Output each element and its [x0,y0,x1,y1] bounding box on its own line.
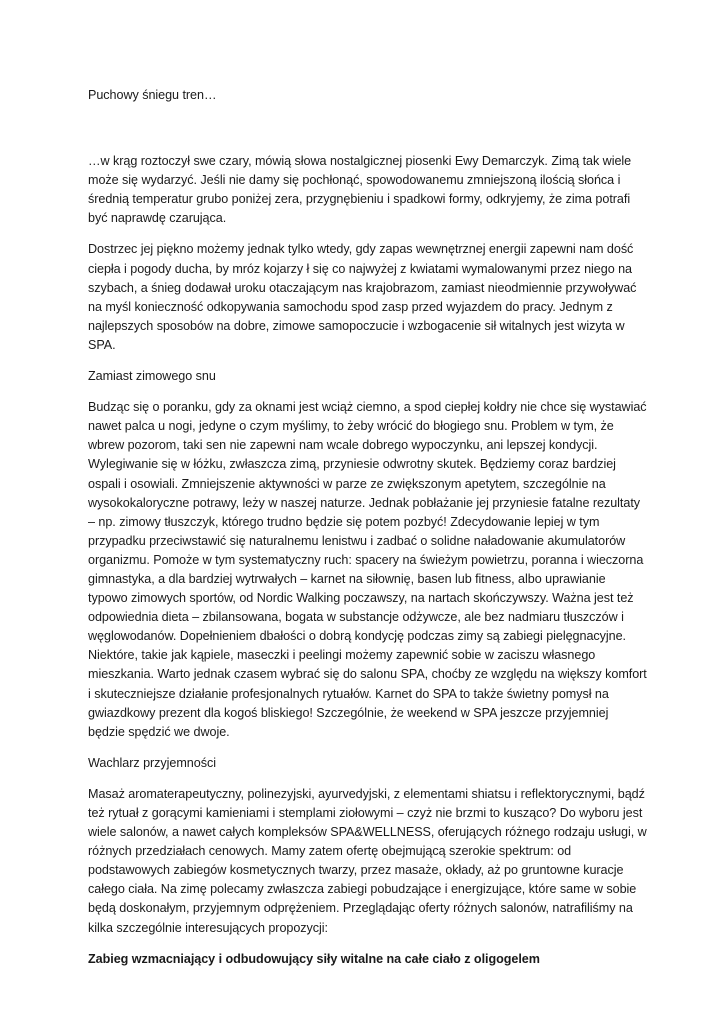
section-heading-sleep: Zamiast zimowego snu [88,369,216,384]
document-body [88,86,648,969]
section-heading-pleasures: Wachlarz przyjemności [88,755,216,770]
bold-heading-treatment: Zabieg wzmacniający i odbudowujący siły witalne na całe ciało z oligogelem [88,951,540,966]
document-title: Puchowy śniegu tren… [88,88,217,102]
paragraph-intro: …w krąg roztoczył swe czary, mówią słowa nostalgicznej piosenki Ewy Demarczyk. Zimą tak wiele może się wydarzyć. Jeśli nie damy się pochłonąć, spowodowanemu zmniejszoną ilością słońca i średnią temperatur grubo poniżej zera, przygnębieniu i spadkowi formy, odkryjemy, że zima potrafi być naprawdę czarująca. [88,154,632,226]
paragraph-winter-beauty: Dostrzec jej piękno możemy jednak tylko wtedy, gdy zapas wewnętrznej energii zapewni nam dość ciepła i pogody ducha, by mróz kojarzy ł się co najwyżej z kwiatami wymalowanymi przez niego na szybach, a śnieg dodawał uroku otaczającym nas krajobrazom, zamiast nieodmiennie przywoływać na myśl konieczność odkopywania samochodu spod zasp przed wyjazdem do pracy. Jednym z najlepszych sposobów na dobre, zimowe samopoczucie i wzbogacenie sił witalnych jest wizyta w SPA. [88,242,637,352]
paragraph-morning: Budząc się o poranku, gdy za oknami jest wciąż ciemno, a spod ciepłej kołdry nie chce się wystawiać nawet palca u nogi, jedyne o czym myślimy, to żeby wrócić do błogiego snu. Problem w tym, że wbrew pozorom, taki sen nie zapewni nam wcale dobrego wypoczynku, ani lepszej kondycji. Wylegiwanie się w łóżku, zwłaszcza zimą, przyniesie odwrotny skutek. Będziemy coraz bardziej ospali i osowiali. Zmniejszenie aktywności w parze ze zwiększonym apetytem, szczególnie na wysokokaloryczne potrawy, leży w naszej naturze. Jednak pobłażanie jej przyniesie fatalne rezultaty – np. zimowy tłuszczyk, którego trudno będzie się potem pozbyć! Zdecydowanie lepiej w tym przypadku przeciwstawić się naturalnemu lenistwu i zadbać o solidne naładowanie akumulatorów organizmu. Pomoże w tym systematyczny ruch: spacery na świeżym powietrzu, poranna i wieczorna gimnastyka, a dla bardziej wytrwałych – karnet na siłownię, basen lub fitness, albo uprawianie typowo zimowych sportów, od Nordic Walking poczawszy, na nartach skończywszy. Ważna jest też odpowiednia dieta – zbilansowana, bogata w substancje odżywcze, ale bez nadmiaru tłuszczów i węglowodanów. Dopełnieniem dbałości o dobrą kondycję podczas zimy są zabiegi pielęgnacyjne. Niektóre, takie jak kąpiele, maseczki i peelingi możemy zapewnić sobie w zaciszu własnego mieszkania. Warto jednak czasem wybrać się do salonu SPA, choćby ze względu na większy komfort i skuteczniejsze działanie profesjonalnych rytuałów. Karnet do SPA to także świetny pomysł na gwiazdkowy prezent dla kogoś bliskiego! Szczególnie, że weekend w SPA jeszcze przyjemniej będzie spędzić we dwoje. [88,400,647,739]
paragraph-massage: Masaż aromaterapeutyczny, polinezyjski, ayurvedyjski, z elementami shiatsu i reflektorycznymi, bądź też rytuał z gorącymi kamieniami i stemplami ziołowymi – czyż nie brzmi to kusząco? Do wyboru jest wiele salonów, a nawet całych kompleksów SPA&WELLNESS, oferujących różnego rodzaju usługi, w różnych przedziałach cenowych. Mamy zatem ofertę obejmującą szerokie spektrum: od podstawowych zabiegów kosmetycznych twarzy, przez masaże, okłady, aż po gruntowne kuracje całego ciała. Na zimę polecamy zwłaszcza zabiegi pobudzające i energizujące, które same w sobie będą doskonałym, przyjemnym odprężeniem. Przeglądając oferty różnych salonów, natrafiliśmy na kilka szczególnie interesujących propozycji: [88,786,647,935]
